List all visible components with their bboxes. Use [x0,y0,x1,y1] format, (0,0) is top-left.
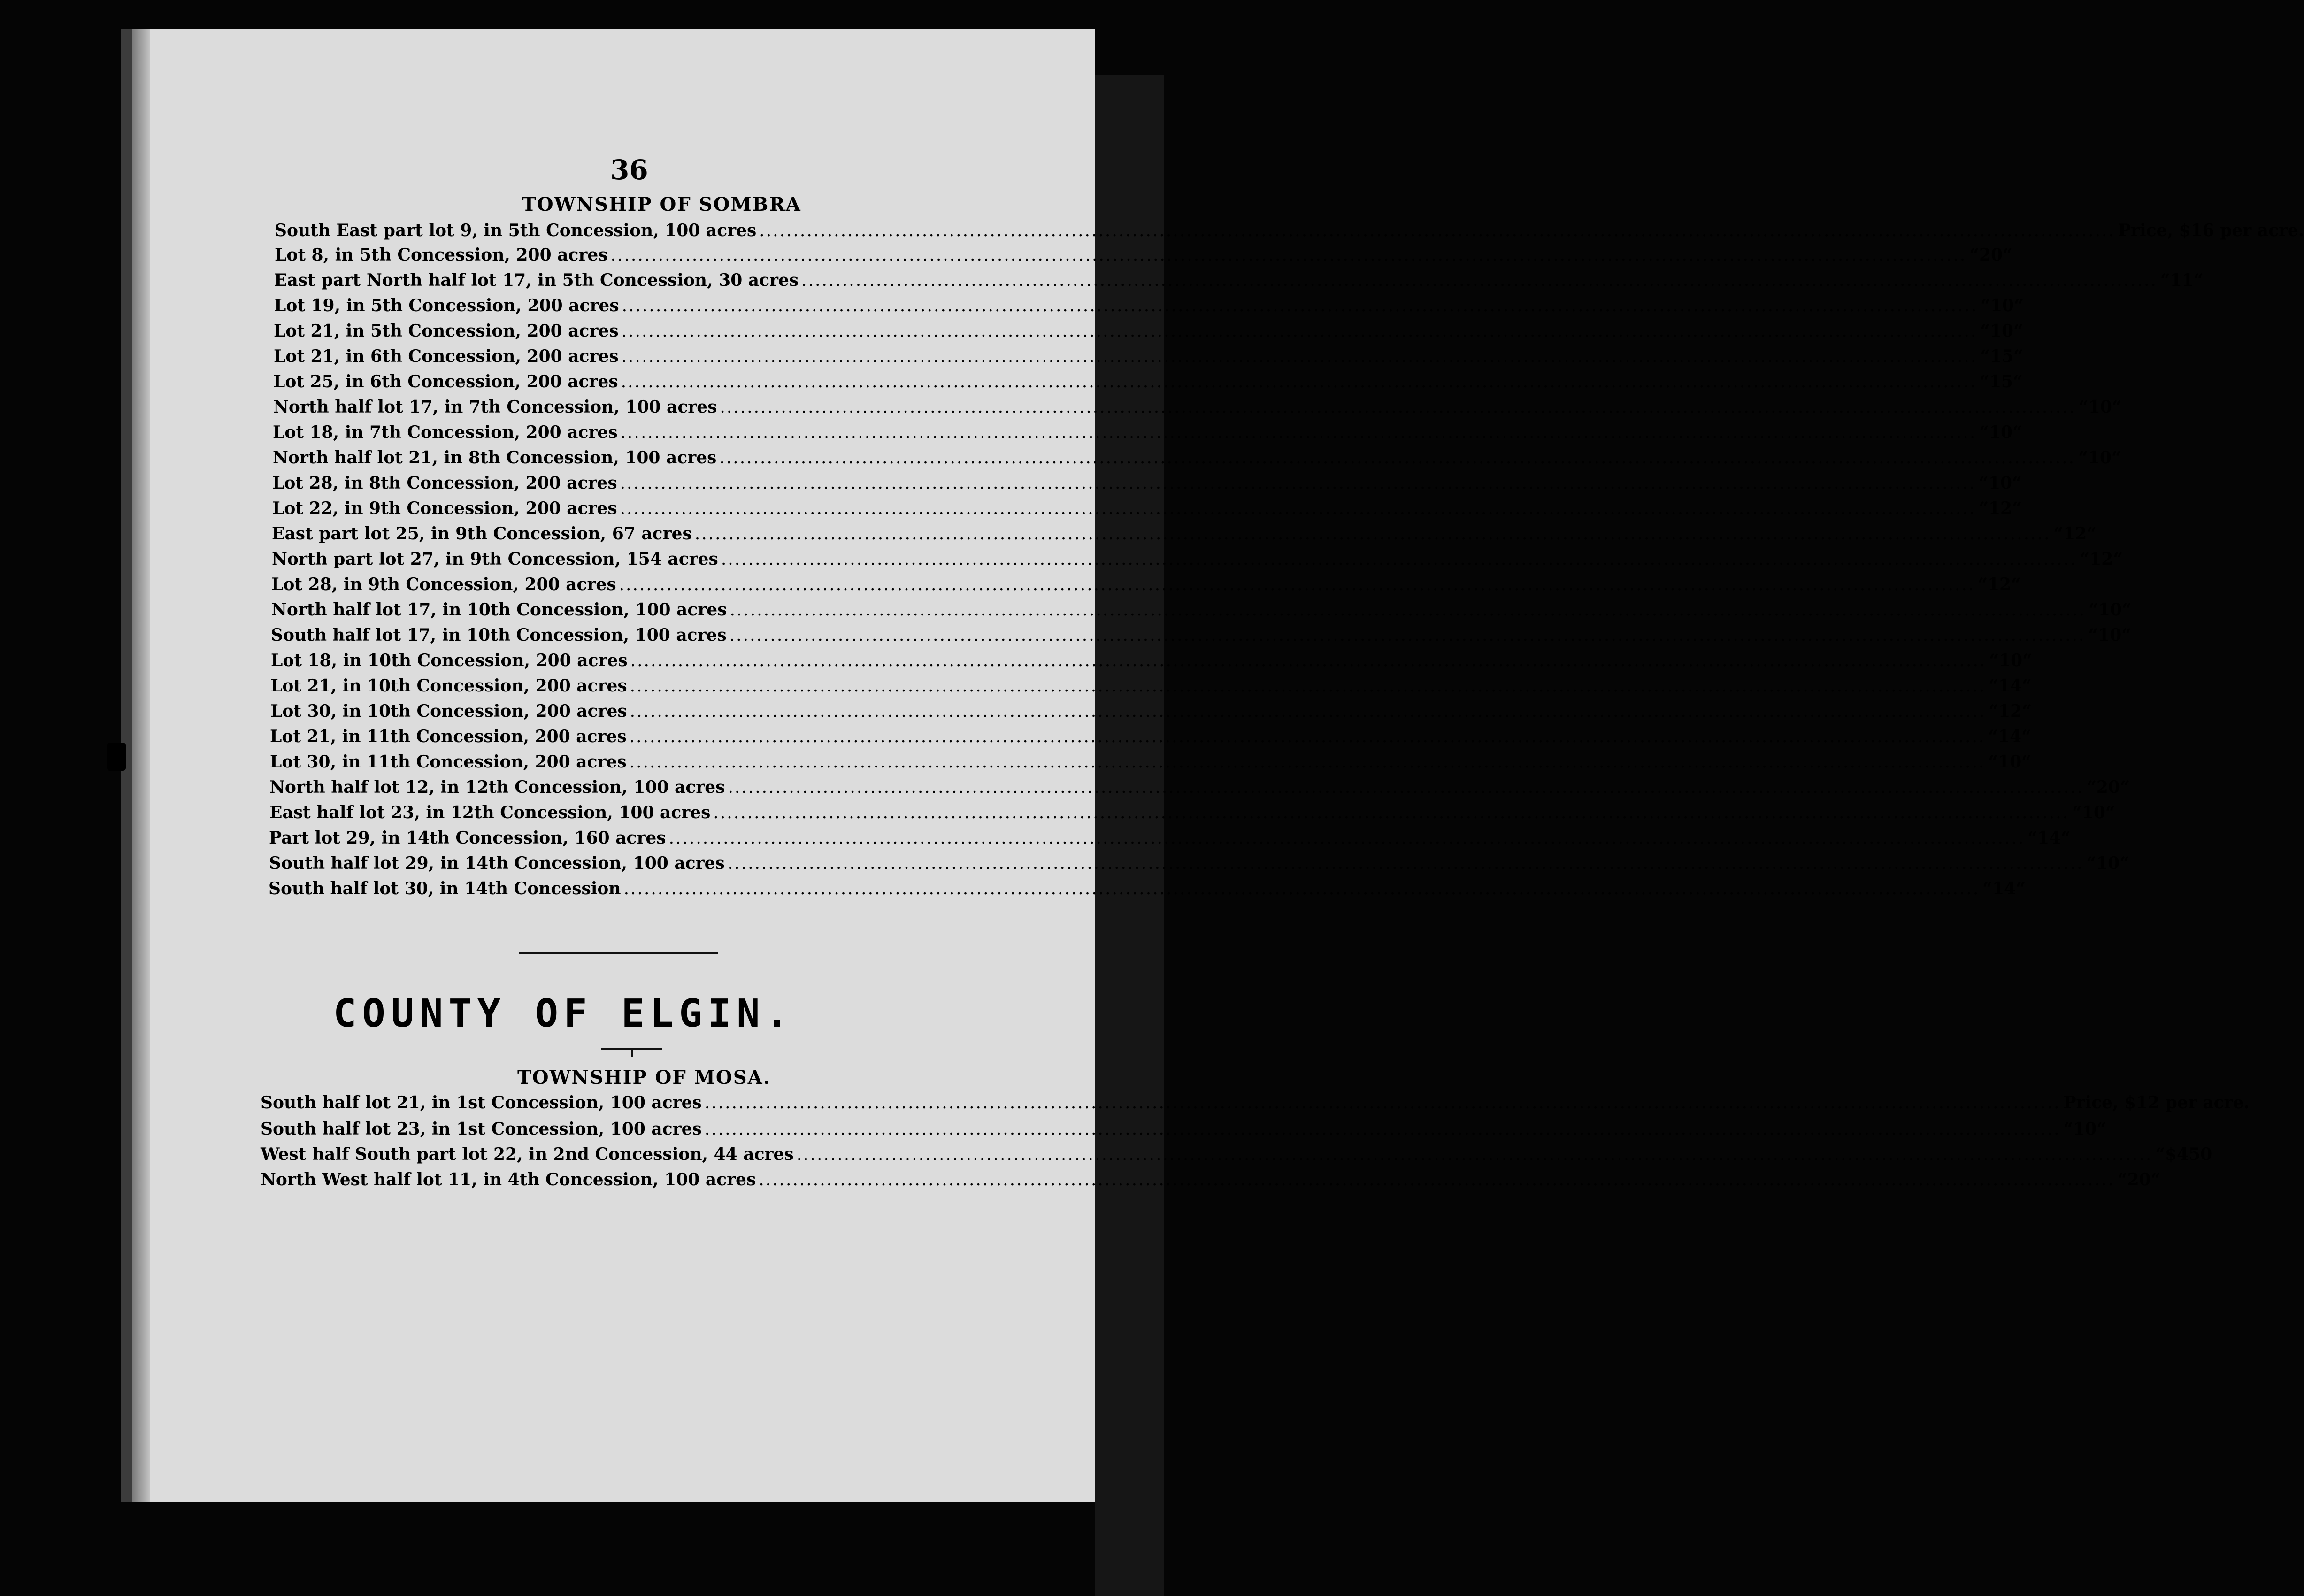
lot-description: South half lot 23, in 1st Concession, 100 acres [261,1119,702,1139]
ditto-mark: “ [2061,828,2071,848]
lot-description: Lot 21, in 5th Concession, 200 acres [274,321,619,341]
ditto-mark: “ [2086,853,2097,873]
ditto-mark: “ [2012,499,2022,518]
lot-row [271,625,2131,647]
dot-leader: ........................................................................................................................................................................................................ [630,702,1986,721]
lot-row [274,321,2023,343]
lot-description: Lot 22, in 9th Concession, 200 acres [272,499,617,518]
ditto-mark: “ [2150,1170,2161,1189]
dot-leader: ........................................................................................................................................................................................................ [801,271,2158,290]
ditto-mark: “ [1989,676,1999,696]
ditto-mark: “ [1980,346,1990,366]
ditto-mark: “ [1979,422,1989,442]
lot-row [270,752,2031,774]
lot-price: 12 [1988,575,2012,594]
lot-description: North half lot 17, in 7th Concession, 100 acres [273,397,717,417]
ditto-mark: “ [2088,625,2098,645]
lot-row [272,499,2022,520]
dot-leader: ........................................................................................................................................................................................................ [759,221,2115,240]
lot-price: 15 [1990,346,2014,366]
lot-description: Lot 8, in 5th Concession, 200 acres [275,245,608,265]
township-sombra-title: TOWNSHIP OF SOMBRA [522,193,801,215]
ditto-mark: “ [1979,473,1989,493]
ditto-mark: “ [1989,701,1999,721]
lot-row [273,372,2023,393]
lot-description: East part North half lot 17, in 5th Concession, 30 acres [274,270,799,290]
ditto-mark: “ [2160,270,2170,290]
lot-row [269,803,2115,824]
dot-leader: ........................................................................................................................................................................................................ [730,600,2086,620]
lot-price: 11 [2170,270,2194,290]
lot-price: 10 [1998,752,2022,772]
lot-price: 14 [1998,727,2022,746]
ditto-mark: “ [2013,321,2023,341]
dot-leader: ........................................................................................................................................................................................................ [719,448,2076,468]
ditto-mark: “ [2053,524,2064,544]
dot-leader: ........................................................................................................................................................................................................ [728,778,2084,797]
lot-description: Part lot 29, in 14th Concession, 160 acres [269,828,666,848]
ditto-mark: “ [2022,701,2032,721]
ditto-mark: “ [2022,676,2032,696]
ditto-mark: “ [2021,727,2031,746]
lot-description: North half lot 17, in 10th Concession, 100 acres [271,600,727,620]
ditto-mark: “ [2003,245,2012,265]
lot-price: 10 [2081,803,2105,822]
lot-row [269,777,2130,799]
ditto-mark: “ [2097,1119,2106,1139]
ditto-mark: “ [2121,625,2131,645]
lot-description: Lot 25, in 6th Concession, 200 acres [273,372,618,391]
lot-row [272,473,2022,495]
lot-price: 10 [2088,448,2112,468]
lot-row [274,296,2024,317]
ditto-mark: “ [2014,296,2024,315]
lot-description: Lot 30, in 11th Concession, 200 acres [270,752,627,772]
lot-description: East half lot 23, in 12th Concession, 100 acres [269,803,711,822]
lot-description: North West half lot 11, in 4th Concession, 100 acres [261,1170,756,1189]
lot-description: Lot 28, in 8th Concession, 200 acres [272,473,617,493]
dot-leader: ........................................................................................................................................................................................................ [729,626,2086,645]
binding-mark [107,743,126,771]
lot-price: 10 [1999,651,2023,670]
lot-description: Lot 30, in 10th Concession, 200 acres [270,701,627,721]
lot-description: Lot 21, in 10th Concession, 200 acres [270,676,627,696]
dot-leader: ........................................................................................................................................................................................................ [720,398,2076,417]
ditto-mark: “ [2120,853,2129,873]
ditto-mark: “ [2155,1144,2166,1164]
lot-price: 20 [1979,245,2003,265]
lot-description: Lot 18, in 7th Concession, 200 acres [273,422,618,442]
dot-leader: ........................................................................................................................................................................................................ [619,575,1975,594]
dot-leader: ........................................................................................................................................................................................................ [623,879,1980,898]
lot-description: South half lot 17, in 10th Concession, 100 acres [271,625,727,645]
ditto-mark: “ [1979,499,1989,518]
ditto-mark: “ [2012,422,2022,442]
lot-price: 12 [2063,524,2087,544]
dot-leader: ........................................................................................................................................................................................................ [621,347,1978,366]
lot-row [273,448,2121,469]
dot-leader: ........................................................................................................................................................................................................ [620,499,1976,518]
lot-row [272,549,2123,571]
lot-row [272,524,2097,545]
ditto-mark: “ [2021,752,2031,772]
ditto-mark: “ [2120,777,2130,797]
dot-leader: ........................................................................................................................................................................................................ [704,1120,2061,1139]
ditto-mark: “ [1978,575,1988,594]
lot-description: East part lot 25, in 9th Concession, 67 acres [272,524,692,544]
lot-price: 10 [2098,625,2122,645]
lot-row [270,727,2031,748]
ditto-mark: “ [2016,879,2026,898]
dot-leader: ........................................................................................................................................................................................................ [721,550,2077,569]
lot-price: Price, $12 per acre. [2063,1093,2250,1113]
lot-price: 10 [1989,473,2012,493]
dot-leader: ........................................................................................................................................................................................................ [694,524,2051,544]
lot-price: 15 [1989,372,2013,391]
ditto-mark: “ [1980,372,1989,391]
lot-row [273,397,2122,419]
ditto-mark: “ [2011,575,2021,594]
ditto-mark: “ [2028,828,2037,848]
section-divider [519,952,718,954]
small-divider-tick [631,1048,633,1057]
lot-price: Price, $16 per acre. [2118,221,2304,240]
lot-row [269,879,2026,900]
lot-description: Lot 21, in 6th Concession, 200 acres [274,346,619,366]
lot-row [275,245,2012,267]
ditto-mark: “ [2080,549,2090,569]
ditto-mark: “ [2087,524,2097,544]
lot-description: South half lot 30, in 14th Concession [269,879,621,898]
ditto-mark: “ [2072,803,2082,822]
township-mosa-title: TOWNSHIP OF MOSA. [517,1067,771,1089]
dot-leader: ........................................................................................................................................................................................................ [629,727,1986,746]
lot-price: 14 [1998,676,2022,696]
dot-leader: ........................................................................................................................................................................................................ [620,423,1977,442]
dot-leader: ........................................................................................................................................................................................................ [713,803,2070,822]
lot-row [261,1093,2250,1114]
lot-row [271,651,2032,672]
ditto-mark: “ [2087,777,2097,797]
lot-price: 10 [1990,296,2014,315]
ditto-mark: “ [2089,600,2098,620]
ditto-mark: “ [2013,346,2023,366]
lot-description: South half lot 29, in 14th Concession, 100 acres [269,853,725,873]
dot-leader: ........................................................................................................................................................................................................ [622,296,1978,315]
ditto-mark: “ [2112,397,2122,417]
lot-row [271,600,2132,622]
county-title: COUNTY OF ELGIN. [333,991,794,1036]
lot-price: 20 [2096,777,2120,797]
lot-description: Lot 19, in 5th Concession, 200 acres [274,296,619,315]
dot-leader: ........................................................................................................................................................................................................ [620,474,1976,493]
lot-row [270,676,2032,698]
ditto-mark: “ [2121,600,2132,620]
lot-price: 10 [2088,397,2112,417]
lot-row [269,853,2129,875]
lot-description: North part lot 27, in 9th Concession, 154 acres [272,549,718,569]
book-page-edges [132,29,151,1502]
lot-row [269,828,2071,850]
dot-leader: ........................................................................................................................................................................................................ [610,246,1967,265]
dot-leader: ........................................................................................................................................................................................................ [621,372,1977,391]
ditto-mark: “ [1969,245,1979,265]
ditto-mark: “ [2079,397,2089,417]
lot-price: 10 [2098,600,2122,620]
lot-row [261,1144,2212,1166]
dot-leader: ........................................................................................................................................................................................................ [796,1145,2153,1164]
lot-description: South East part lot 9, in 5th Concession, 100 acres [275,221,757,240]
ditto-mark: “ [1982,879,1992,898]
lot-price: $450 [2165,1144,2212,1164]
page-number: 36 [610,154,648,186]
ditto-mark: “ [2012,473,2022,493]
lot-row [261,1119,2106,1141]
lot-price: 20 [2127,1170,2151,1189]
lot-price: 10 [2073,1119,2097,1139]
lot-price: 12 [2089,549,2113,569]
ditto-mark: “ [2078,448,2088,468]
dot-leader: ........................................................................................................................................................................................................ [629,752,1986,772]
ditto-mark: “ [2022,651,2032,670]
dot-leader: ........................................................................................................................................................................................................ [630,676,1986,696]
dot-leader: ........................................................................................................................................................................................................ [621,322,1978,341]
lot-row [270,701,2032,723]
lot-price: 10 [1989,422,2013,442]
lot-row [261,1170,2161,1191]
ditto-mark: “ [2105,803,2115,822]
ditto-mark: “ [1988,727,1998,746]
lot-price: 10 [1990,321,2014,341]
lot-description: North half lot 21, in 8th Concession, 100 acres [273,448,717,468]
lot-description: Lot 21, in 11th Concession, 200 acres [270,727,627,746]
lot-row [274,270,2204,292]
ditto-mark: “ [1981,296,1990,315]
lot-row [273,422,2022,444]
lot-price: 12 [1989,499,2012,518]
ditto-mark: “ [2111,448,2121,468]
ditto-mark: “ [1989,651,1999,670]
lot-price: 14 [1992,879,2016,898]
ditto-mark: “ [2193,270,2204,290]
lot-description: South half lot 21, in 1st Concession, 100 acres [261,1093,702,1113]
dot-leader: ........................................................................................................................................................................................................ [704,1093,2061,1113]
lot-price: 12 [1998,701,2022,721]
dot-leader: ........................................................................................................................................................................................................ [727,854,2084,873]
ditto-mark: “ [2013,372,2023,391]
lot-description: North half lot 12, in 12th Concession, 100 acres [269,777,725,797]
ditto-mark: “ [2117,1170,2127,1189]
lot-row [275,221,2304,242]
dot-leader: ........................................................................................................................................................................................................ [668,829,2025,848]
lot-description: Lot 18, in 10th Concession, 200 acres [271,651,628,670]
lot-description: West half South part lot 22, in 2nd Concession, 44 acres [261,1144,794,1164]
lot-price: 10 [2096,853,2120,873]
ditto-mark: “ [1988,752,1998,772]
lot-row [274,346,2023,368]
ditto-mark: “ [2063,1119,2074,1139]
lot-row [271,575,2021,596]
ditto-mark: “ [2113,549,2123,569]
lot-description: Lot 28, in 9th Concession, 200 acres [271,575,616,594]
lot-price: 14 [2037,828,2061,848]
ditto-mark: “ [1980,321,1990,341]
dot-leader: ........................................................................................................................................................................................................ [759,1170,2115,1189]
dot-leader: ........................................................................................................................................................................................................ [630,651,1987,670]
